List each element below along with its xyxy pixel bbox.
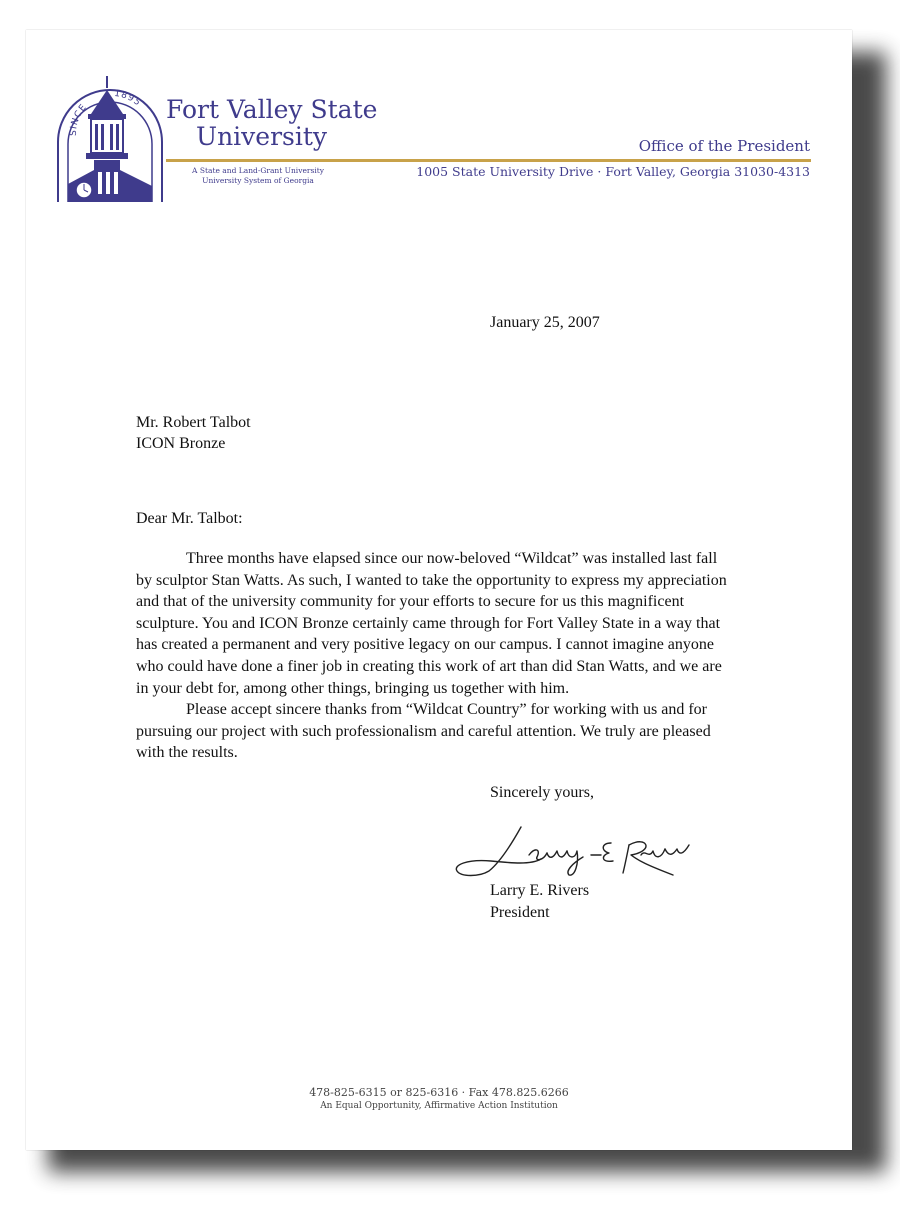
recipient-name: Mr. Robert Talbot <box>136 414 251 431</box>
closing: Sincerely yours, <box>490 784 594 801</box>
office-title: Office of the President <box>638 137 810 155</box>
svg-text:SINCE: SINCE <box>68 102 90 137</box>
handwritten-signature <box>451 815 696 885</box>
letter-body <box>136 548 736 764</box>
svg-text:1895: 1895 <box>113 88 143 109</box>
letter-footer <box>26 1086 852 1113</box>
letter-date: January 25, 2007 <box>490 314 600 331</box>
tagline-line2: University System of Georgia <box>202 176 314 185</box>
university-name <box>166 96 377 150</box>
letterhead-rule <box>166 159 811 162</box>
footer-statement: An Equal Opportunity, Affirmative Action Institution <box>320 1101 558 1111</box>
signer-block <box>490 880 589 924</box>
body-paragraph-1: Three months have elapsed since our now-beloved “Wildcat” was installed last fall by sculptor Stan Watts. As such, I wanted to take the opportunity to express my appreciation and that of the university community for your efforts to secure for us this magnificent sculpture. You and ICON Bronze certainly came through for Fort Valley State in a way that has created a permanent and very positive legacy on our campus. I cannot imagine anyone who could have done a finer job in creating this work of art than did Stan Watts, and we are in your debt for, among other things, bringing us together with him. <box>136 550 727 697</box>
university-seal-logo <box>54 74 164 204</box>
office-address: 1005 State University Drive · Fort Valley, Georgia 31030-4313 <box>416 164 810 179</box>
signer-name: Larry E. Rivers <box>490 882 590 899</box>
tagline-line1: A State and Land-Grant University <box>192 166 324 175</box>
body-paragraph-2: Please accept sincere thanks from “Wildcat Country” for working with us and for pursuing our project with such professionalism and careful attention. We truly are pleased with the results. <box>136 701 711 762</box>
recipient-block <box>136 412 251 454</box>
recipient-company: ICON Bronze <box>136 435 226 452</box>
signer-title: President <box>490 904 550 921</box>
letter-page <box>26 30 852 1150</box>
university-tagline <box>178 166 338 186</box>
university-name-line1: Fort Valley State <box>166 95 378 124</box>
salutation: Dear Mr. Talbot: <box>136 510 243 527</box>
footer-phones: 478-825-6315 or 825-6316 · Fax 478.825.6266 <box>309 1086 569 1099</box>
university-name-line2: University <box>196 122 328 151</box>
